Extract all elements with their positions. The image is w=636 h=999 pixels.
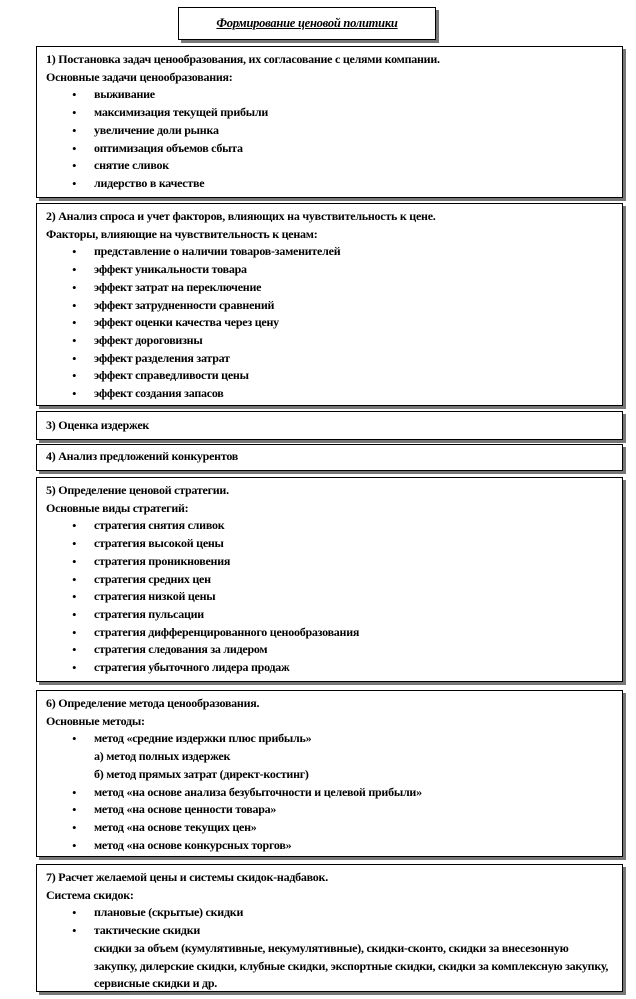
method-direct-costing: б) метод прямых затрат (директ-костинг)	[94, 766, 309, 781]
step-6-box	[36, 690, 623, 857]
list-item: • стратегия следования за лидером	[46, 641, 614, 659]
step-6-heading: 6) Определение метода ценообразования.	[46, 696, 260, 710]
step-7-subheading: Система скидок:	[46, 887, 134, 902]
step-1-box	[36, 46, 623, 198]
step-7-heading: 7) Расчет желаемой цены и системы скидок-надбавок.	[46, 870, 328, 884]
list-item: • эффект затрудненности сравнений	[46, 297, 614, 315]
step-5-heading: 5) Определение ценовой стратегии.	[46, 483, 229, 497]
list-item	[46, 922, 614, 993]
list-item: • метод «на основе анализа безубыточности и целевой прибыли»	[46, 784, 614, 802]
list-item: • стратегия средних цен	[46, 571, 614, 589]
list-item: • представление о наличии товаров-заменителей	[46, 243, 614, 261]
method-cost-plus: • метод «средние издержки плюс прибыль»	[94, 731, 312, 746]
list-item: • стратегия снятия сливок	[46, 517, 614, 535]
step-5-subheading: Основные виды стратегий:	[46, 500, 189, 515]
list-item: • стратегия проникновения	[46, 553, 614, 571]
list-item: • метод «на основе текущих цен»	[46, 819, 614, 837]
step-7-box	[36, 864, 623, 992]
list-item: • эффект разделения затрат	[46, 350, 614, 368]
step-2-subheading: Факторы, влияющие на чувствительность к ценам:	[46, 226, 318, 241]
list-item: • стратегия низкой цены	[46, 588, 614, 606]
step-2-box	[36, 203, 623, 406]
tactical-discounts-detail: скидки за объем (кумулятивные, некумулятивные), скидки-сконто, скидки за внесезонную закупку, дилерские скидки, клубные скидки, экспортные скидки, скидки за комплексную закупку, сервисные скидки и др.	[94, 940, 609, 991]
list-item: • эффект уникальности товара	[46, 261, 614, 279]
step-1-heading: 1) Постановка задач ценообразования, их согласование с целями компании.	[46, 52, 440, 66]
step-3-heading: 3) Оценка издержек	[46, 418, 150, 432]
step-5-list	[46, 517, 614, 676]
list-item: • метод «на основе ценности товара»	[46, 801, 614, 819]
list-item: • эффект справедливости цены	[46, 367, 614, 385]
list-item: • стратегия убыточного лидера продаж	[46, 659, 614, 677]
list-item: • эффект создания запасов	[46, 385, 614, 403]
list-item: • стратегия пульсации	[46, 606, 614, 624]
list-item: • стратегия дифференцированного ценообразования	[46, 624, 614, 642]
step-6-subheading: Основные методы:	[46, 713, 145, 728]
list-item: • снятие сливок	[46, 157, 614, 175]
list-item: • лидерство в качестве	[46, 175, 614, 193]
step-7-list	[46, 904, 614, 993]
step-4-heading: 4) Анализ предложений конкурентов	[46, 449, 239, 463]
step-2-heading: 2) Анализ спроса и учет факторов, влияющих на чувствительность к цене.	[46, 209, 436, 223]
step-6-list	[46, 730, 614, 854]
list-item: • метод «на основе конкурсных торгов»	[46, 837, 614, 855]
step-4-box	[36, 444, 623, 471]
step-2-list	[46, 243, 614, 402]
step-1-subheading: Основные задачи ценообразования:	[46, 69, 233, 84]
list-item: • эффект дороговизны	[46, 332, 614, 350]
list-item: • эффект оценки качества через цену	[46, 314, 614, 332]
step-5-box	[36, 477, 623, 682]
diagram-title: Формирование ценовой политики	[178, 7, 436, 40]
list-item: • максимизация текущей прибыли	[46, 104, 614, 122]
step-3-box	[36, 411, 623, 440]
list-item	[46, 730, 614, 783]
list-item: • эффект затрат на переключение	[46, 279, 614, 297]
list-item: • оптимизация объемов сбыта	[46, 140, 614, 158]
list-item: • плановые (скрытые) скидки	[46, 904, 614, 922]
list-item: • увеличение доли рынка	[46, 122, 614, 140]
step-1-list	[46, 86, 614, 192]
tactical-discounts-label: • тактические скидки	[94, 923, 201, 938]
method-full-costs: а) метод полных издержек	[94, 749, 231, 764]
list-item: • выживание	[46, 86, 614, 104]
list-item: • стратегия высокой цены	[46, 535, 614, 553]
